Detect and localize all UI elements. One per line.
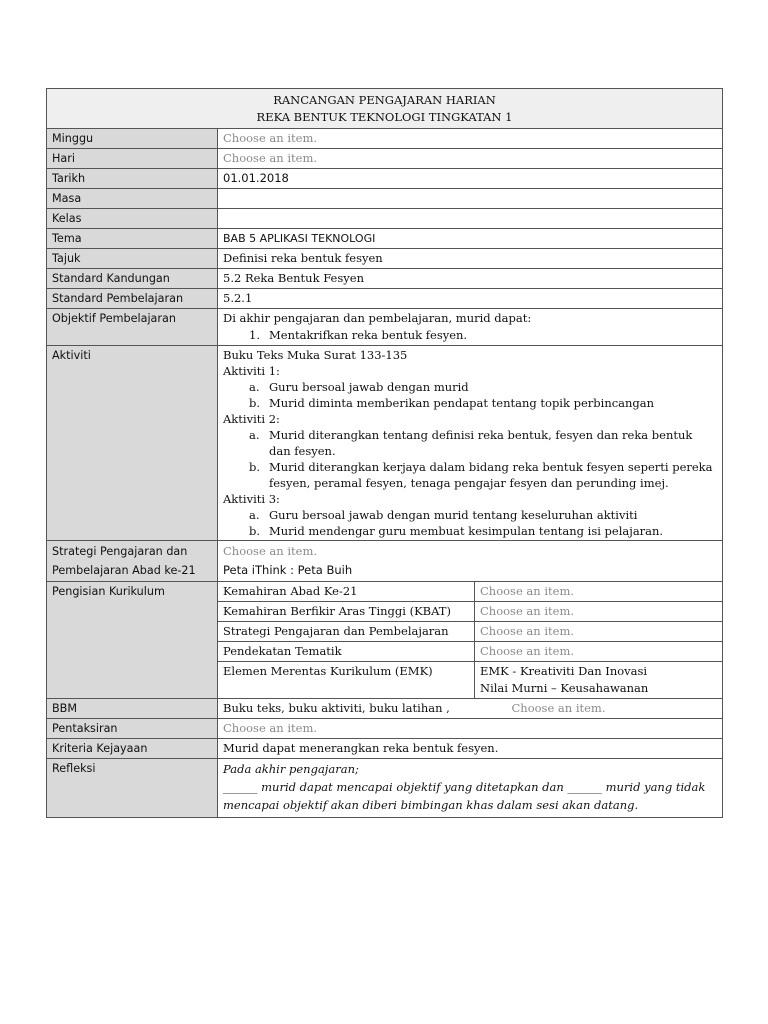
label-pentaksiran: Pentaksiran xyxy=(47,719,218,739)
label-strategi: Strategi Pengajaran dan Pembelajaran Abad ke-21 xyxy=(47,541,218,582)
row-masa xyxy=(47,189,723,209)
list-item xyxy=(223,427,717,459)
list-text: Guru bersoal jawab dengan murid tentang keseluruhan aktiviti xyxy=(269,508,638,522)
kriteria-field[interactable]: Murid dapat menerangkan reka bentuk fesyen. xyxy=(218,739,723,759)
label-standard-pembelajaran: Standard Pembelajaran xyxy=(47,289,218,309)
label-tajuk: Tajuk xyxy=(47,249,218,269)
tajuk-field[interactable]: Definisi reka bentuk fesyen xyxy=(218,249,723,269)
label-hari: Hari xyxy=(47,149,218,169)
label-pengisian-kurikulum: Pengisian Kurikulum xyxy=(47,582,218,699)
list-marker: b. xyxy=(249,460,261,474)
list-marker: a. xyxy=(249,508,260,522)
row-pentaksiran xyxy=(47,719,723,739)
aktiviti-book: Buku Teks Muka Surat 133-135 xyxy=(223,348,408,362)
label-minggu: Minggu xyxy=(47,129,218,149)
kelas-field[interactable] xyxy=(218,209,723,229)
kurikulum-dropdown[interactable]: Choose an item. xyxy=(475,602,723,622)
list-item xyxy=(223,507,717,523)
tema-field[interactable]: BAB 5 APLIKASI TEKNOLOGI xyxy=(218,229,723,249)
row-tema xyxy=(47,229,723,249)
label-masa: Masa xyxy=(47,189,218,209)
refleksi-line-1: Pada akhir pengajaran; xyxy=(223,762,359,776)
standard-kandungan-field[interactable]: 5.2 Reka Bentuk Fesyen xyxy=(218,269,723,289)
row-tarikh xyxy=(47,169,723,189)
bbm-dropdown[interactable]: Choose an item. xyxy=(511,701,606,715)
list-item xyxy=(223,395,717,411)
list-text: Mentakrifkan reka bentuk fesyen. xyxy=(269,328,468,342)
list-text: Murid diterangkan kerjaya dalam bidang reka bentuk fesyen seperti pereka fesyen, peramal fesyen, tenaga pengajar fesyen dan perunding imej. xyxy=(269,460,713,490)
list-text: Guru bersoal jawab dengan murid xyxy=(269,380,469,394)
row-bbm xyxy=(47,699,723,719)
list-item xyxy=(223,379,717,395)
objektif-list xyxy=(223,327,717,344)
row-objektif xyxy=(47,309,723,346)
hari-dropdown[interactable]: Choose an item. xyxy=(218,149,723,169)
lesson-plan-document xyxy=(46,88,722,818)
objektif-field[interactable] xyxy=(218,309,723,346)
row-kurikulum-1 xyxy=(47,582,723,602)
label-refleksi: Refleksi xyxy=(47,759,218,818)
aktiviti-1-list xyxy=(223,379,717,411)
header-row xyxy=(47,89,723,129)
bbm-text[interactable]: Buku teks, buku aktiviti, buku latihan , xyxy=(223,701,450,715)
label-aktiviti: Aktiviti xyxy=(47,346,218,541)
refleksi-field[interactable] xyxy=(218,759,723,818)
kurikulum-item-name: Kemahiran Abad Ke-21 xyxy=(218,582,475,602)
list-marker: b. xyxy=(249,524,261,538)
document-title: RANCANGAN PENGAJARAN HARIAN xyxy=(273,93,496,107)
row-minggu xyxy=(47,129,723,149)
masa-field[interactable] xyxy=(218,189,723,209)
ithink-text: Peta iThink : Peta Buih xyxy=(223,563,353,577)
list-marker: 1. xyxy=(249,328,260,342)
pentaksiran-dropdown[interactable]: Choose an item. xyxy=(218,719,723,739)
standard-pembelajaran-field[interactable]: 5.2.1 xyxy=(218,289,723,309)
row-standard-kandungan xyxy=(47,269,723,289)
row-standard-pembelajaran xyxy=(47,289,723,309)
row-refleksi xyxy=(47,759,723,818)
list-marker: a. xyxy=(249,428,260,442)
lesson-plan-table xyxy=(46,88,723,818)
label-objektif: Objektif Pembelajaran xyxy=(47,309,218,346)
aktiviti-2-title: Aktiviti 2: xyxy=(223,412,280,426)
bbm-field xyxy=(218,699,723,719)
row-kelas xyxy=(47,209,723,229)
aktiviti-field[interactable] xyxy=(218,346,723,541)
strategi-dropdown[interactable]: Choose an item. xyxy=(223,544,317,558)
label-kelas: Kelas xyxy=(47,209,218,229)
minggu-dropdown[interactable]: Choose an item. xyxy=(218,129,723,149)
kurikulum-dropdown[interactable]: Choose an item. xyxy=(475,582,723,602)
row-kriteria xyxy=(47,739,723,759)
aktiviti-2-list xyxy=(223,427,717,491)
list-text: Murid mendengar guru membuat kesimpulan tentang isi pelajaran. xyxy=(269,524,664,538)
label-tarikh: Tarikh xyxy=(47,169,218,189)
tarikh-field[interactable]: 01.01.2018 xyxy=(218,169,723,189)
aktiviti-1-title: Aktiviti 1: xyxy=(223,364,280,378)
row-aktiviti xyxy=(47,346,723,541)
kurikulum-item-name: Kemahiran Berfikir Aras Tinggi (KBAT) xyxy=(218,602,475,622)
list-marker: b. xyxy=(249,396,261,410)
document-subtitle: REKA BENTUK TEKNOLOGI TINGKATAN 1 xyxy=(256,110,513,124)
list-item xyxy=(223,459,717,491)
kurikulum-item-name: Pendekatan Tematik xyxy=(218,642,475,662)
refleksi-line-2: ______ murid dapat mencapai objektif yang ditetapkan dan ______ murid yang tidak mencapai objektif akan diberi bimbingan khas dalam sesi akan datang. xyxy=(223,780,706,812)
emk-name: Elemen Merentas Kurikulum (EMK) xyxy=(218,662,475,699)
label-standard-kandungan: Standard Kandungan xyxy=(47,269,218,289)
label-bbm: BBM xyxy=(47,699,218,719)
kurikulum-dropdown[interactable]: Choose an item. xyxy=(475,642,723,662)
strategi-field xyxy=(218,541,723,582)
kurikulum-item-name: Strategi Pengajaran dan Pembelajaran xyxy=(218,622,475,642)
emk-value-2: Nilai Murni – Keusahawanan xyxy=(480,681,649,695)
list-item xyxy=(223,327,717,344)
list-marker: a. xyxy=(249,380,260,394)
aktiviti-3-list xyxy=(223,507,717,539)
document-header xyxy=(47,89,723,129)
label-tema: Tema xyxy=(47,229,218,249)
list-item xyxy=(223,523,717,539)
row-tajuk xyxy=(47,249,723,269)
emk-value-1: EMK - Kreativiti Dan Inovasi xyxy=(480,664,648,678)
kurikulum-dropdown[interactable]: Choose an item. xyxy=(475,622,723,642)
emk-values[interactable] xyxy=(475,662,723,699)
aktiviti-3-title: Aktiviti 3: xyxy=(223,492,280,506)
label-kriteria: Kriteria Kejayaan xyxy=(47,739,218,759)
row-strategi xyxy=(47,541,723,582)
row-hari xyxy=(47,149,723,169)
list-text: Murid diminta memberikan pendapat tentang topik perbincangan xyxy=(269,396,655,410)
list-text: Murid diterangkan tentang definisi reka bentuk, fesyen dan reka bentuk dan fesyen. xyxy=(269,428,693,458)
objektif-intro: Di akhir pengajaran dan pembelajaran, murid dapat: xyxy=(223,311,532,325)
